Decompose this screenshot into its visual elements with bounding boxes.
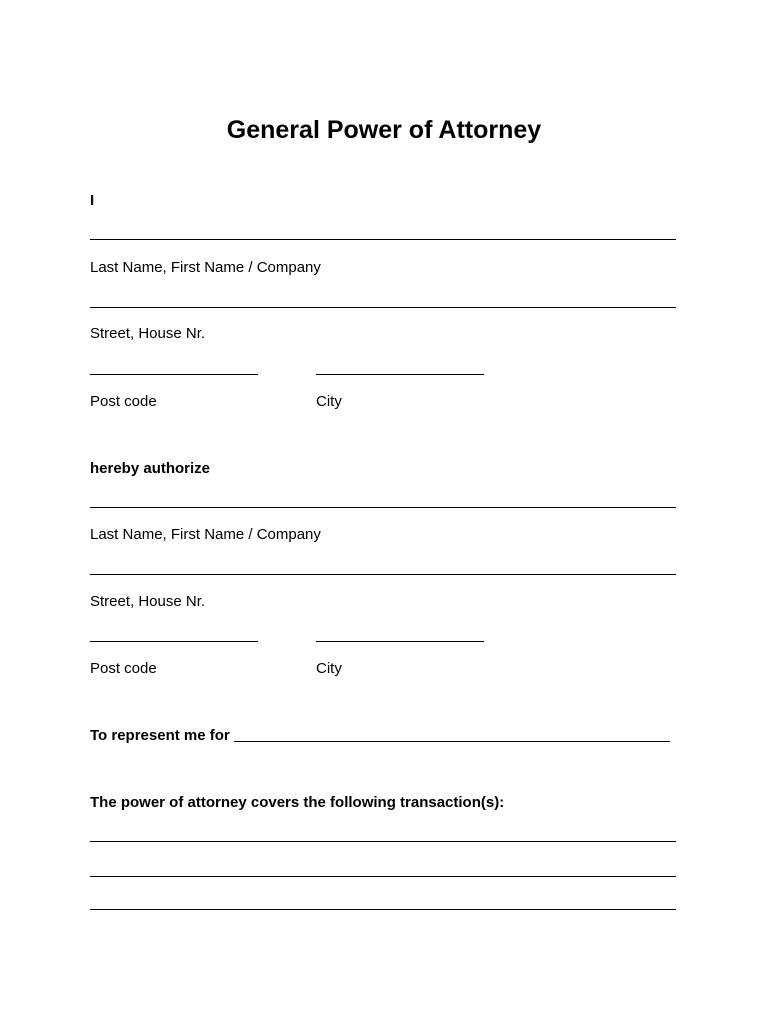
agent-name-field[interactable]	[90, 507, 676, 508]
principal-street-field[interactable]	[90, 307, 676, 308]
document-title: General Power of Attorney	[226, 116, 542, 144]
agent-postcode-label: Post code	[90, 660, 157, 677]
principal-postcode-label: Post code	[90, 393, 157, 410]
principal-intro-label: I	[90, 192, 95, 209]
agent-city-field[interactable]	[316, 641, 484, 642]
represent-label: To represent me for	[90, 727, 230, 744]
represent-field[interactable]	[234, 741, 670, 742]
principal-street-label: Street, House Nr.	[90, 325, 206, 342]
principal-name-field[interactable]	[90, 239, 676, 240]
principal-postcode-field[interactable]	[90, 374, 258, 375]
agent-street-field[interactable]	[90, 574, 676, 575]
agent-postcode-field[interactable]	[90, 641, 258, 642]
agent-city-label: City	[316, 660, 342, 677]
transactions-heading: The power of attorney covers the following transaction(s):	[90, 794, 505, 811]
transaction-line-2[interactable]	[90, 876, 676, 877]
transaction-line-1[interactable]	[90, 841, 676, 842]
transaction-line-3[interactable]	[90, 909, 676, 910]
agent-street-label: Street, House Nr.	[90, 593, 206, 610]
agent-name-label: Last Name, First Name / Company	[90, 526, 321, 543]
principal-name-label: Last Name, First Name / Company	[90, 259, 321, 276]
principal-city-label: City	[316, 393, 342, 410]
principal-city-field[interactable]	[316, 374, 484, 375]
authorize-heading: hereby authorize	[90, 460, 211, 477]
